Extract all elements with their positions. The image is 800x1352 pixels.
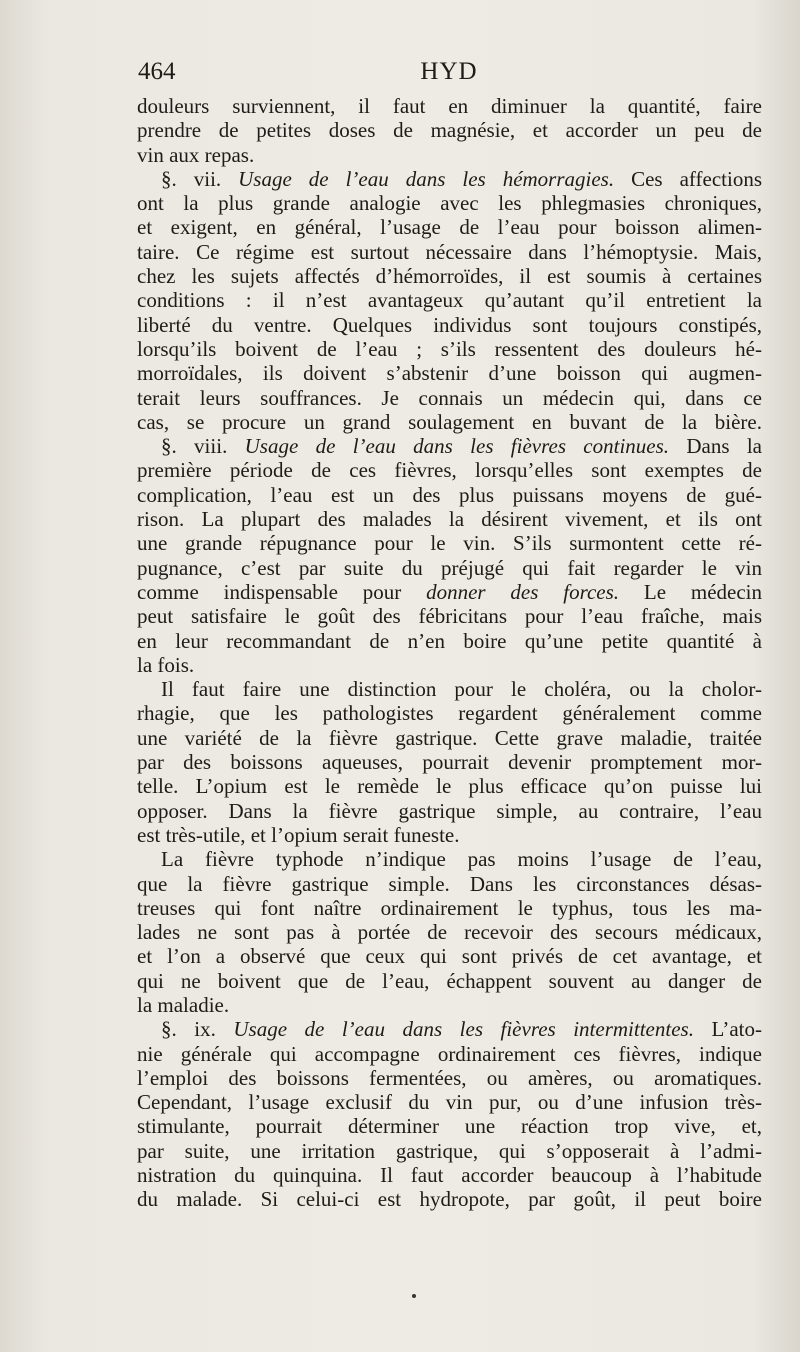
text-line [137,94,762,118]
text-line [137,264,762,288]
line-text: par suite, une irritation gastrique, qui s’opposerait à l’admi- [137,1138,762,1163]
line-text: comme indispensable pour [137,579,427,604]
text-line [137,629,762,653]
line-text: complication, l’eau est un des plus puissans moyens de gué- [137,482,762,507]
line-text: taire. Ce régime est surtout nécessaire dans l’hémoptysie. Mais, [137,239,762,264]
text-line [137,677,762,701]
text-line [137,507,762,531]
line-text: la fois. [137,652,195,677]
text-line [137,896,762,920]
line-text: terait leurs souffrances. Je connais un médecin qui, dans ce [137,385,762,410]
text-line [137,1066,762,1090]
line-text: est très-utile, et l’opium serait funeste. [137,822,460,847]
text-line [137,118,762,142]
line-text: lades ne sont pas à portée de recevoir des secours médicaux, [137,920,762,945]
text-line [137,337,762,361]
line-text: chez les sujets affectés d’hémorroïdes, il est soumis à certaines [137,264,762,289]
text-line [137,288,762,312]
text-line [137,191,762,215]
line-text: prendre de petites doses de magnésie, et accorder un peu de [137,118,762,143]
text-line [137,361,762,385]
line-text: telle. L’opium est le remède le plus efficace qu’on puisse lui [137,774,762,799]
line-text: opposer. Dans la fièvre gastrique simple, au contraire, l’eau [137,798,762,823]
line-text: que la fièvre gastrique simple. Dans les circonstances désas- [137,871,762,896]
text-line [137,726,762,750]
text-line [137,653,762,677]
text-line [137,750,762,774]
text-line [137,1042,762,1066]
ink-speck [412,1294,416,1298]
text-line [137,215,762,239]
line-text: peut satisfaire le goût des fébricitans pour l’eau fraîche, mais [137,604,762,629]
line-text: morroïdales, ils doivent s’abstenir d’une boisson qui augmen- [137,361,762,386]
line-text: par des boissons aqueuses, pourrait devenir promptement mor- [137,750,762,775]
text-line [137,556,762,580]
line-text: La fièvre typhode n’indique pas moins l’usage de l’eau, [161,847,762,872]
page-number: 464 [138,58,176,85]
line-text: une variété de la fièvre gastrique. Cette grave maladie, traitée [137,725,762,750]
body-text [137,94,762,1212]
line-text: cas, se procure un grand soulagement en buvant de la bière. [137,409,762,434]
text-line [137,774,762,798]
line-text-continued: Dans la [669,434,762,459]
line-text-continued: Ces affections [614,166,762,191]
line-text-continued: Le médecin [619,579,762,604]
text-line [137,1163,762,1187]
line-text: douleurs surviennent, il faut en diminuer la quantité, faire [137,94,762,118]
line-text: stimulante, pourrait déterminer une réaction trop vive, et, [137,1114,762,1139]
text-line [137,1017,762,1041]
text-line [137,434,762,458]
text-line [137,847,762,871]
text-line [137,993,762,1017]
text-line [137,240,762,264]
text-line [137,701,762,725]
line-text: rison. La plupart des malades la désirent vivement, et ils ont [137,507,762,532]
line-text: la maladie. [137,992,230,1017]
text-line [137,944,762,968]
text-line [137,969,762,993]
line-text: première période de ces fièvres, lorsqu’elles sont exemptes de [137,458,762,483]
italic-heading: donner des forces. [426,579,620,604]
line-text: du malade. Si celui-ci est hydropote, par goût, il peut boire [137,1187,762,1212]
italic-heading: Usage de l’eau dans les fièvres intermittentes. [233,1017,694,1042]
line-text: et l’on a observé que ceux qui sont privés de cet avantage, et [137,944,762,969]
line-text: Cependant, l’usage exclusif du vin pur, ou d’une infusion très- [137,1090,762,1115]
running-head: HYD [420,58,478,85]
line-text: rhagie, que les pathologistes regardent généralement comme [137,701,762,726]
text-line [137,799,762,823]
text-line [137,580,762,604]
italic-heading: Usage de l’eau dans les fièvres continues. [244,434,670,459]
line-text: pugnance, c’est par suite du préjugé qui fait regarder le vin [137,555,762,580]
line-text: l’emploi des boissons fermentées, ou amères, ou aromatiques. [137,1065,762,1090]
text-line [137,1090,762,1114]
line-text: treuses qui font naître ordinairement le typhus, tous les ma- [137,895,762,920]
text-line [137,313,762,337]
text-line [137,872,762,896]
text-line [137,458,762,482]
line-text-continued: L’ato- [693,1017,762,1042]
text-line [137,143,762,167]
text-line [137,531,762,555]
text-line [137,1187,762,1211]
text-line [137,1139,762,1163]
line-text: §. ix. [161,1017,234,1042]
text-line [137,386,762,410]
text-line [137,604,762,628]
line-text: qui ne boivent que de l’eau, échappent souvent au danger de [137,968,762,993]
line-text: et exigent, en général, l’usage de l’eau pour boisson alimen- [137,215,762,240]
italic-heading: Usage de l’eau dans les hémorragies. [238,166,615,191]
line-text: nie générale qui accompagne ordinairement ces fièvres, indique [137,1041,762,1066]
text-line [137,920,762,944]
text-line [137,1114,762,1138]
page-header [138,58,760,94]
line-text: lorsqu’ils boivent de l’eau ; s’ils ressentent des douleurs hé- [137,336,762,361]
text-line [137,823,762,847]
line-text: Il faut faire une distinction pour le choléra, ou la cholor- [161,677,762,702]
line-text: ont la plus grande analogie avec les phlegmasies chroniques, [137,191,762,216]
text-line [137,483,762,507]
line-text: nistration du quinquina. Il faut accorder beaucoup à l’habitude [137,1163,762,1188]
text-line [137,167,762,191]
line-text: vin aux repas. [137,142,255,167]
line-text: conditions : il n’est avantageux qu’autant qu’il entretient la [137,288,762,313]
text-line [137,410,762,434]
line-text: une grande répugnance pour le vin. S’ils surmontent cette ré- [137,531,762,556]
line-text: en leur recommandant de n’en boire qu’une petite quantité à [137,628,762,653]
line-text: §. vii. [161,166,239,191]
line-text: liberté du ventre. Quelques individus sont toujours constipés, [137,312,762,337]
line-text: §. viii. [161,434,245,459]
